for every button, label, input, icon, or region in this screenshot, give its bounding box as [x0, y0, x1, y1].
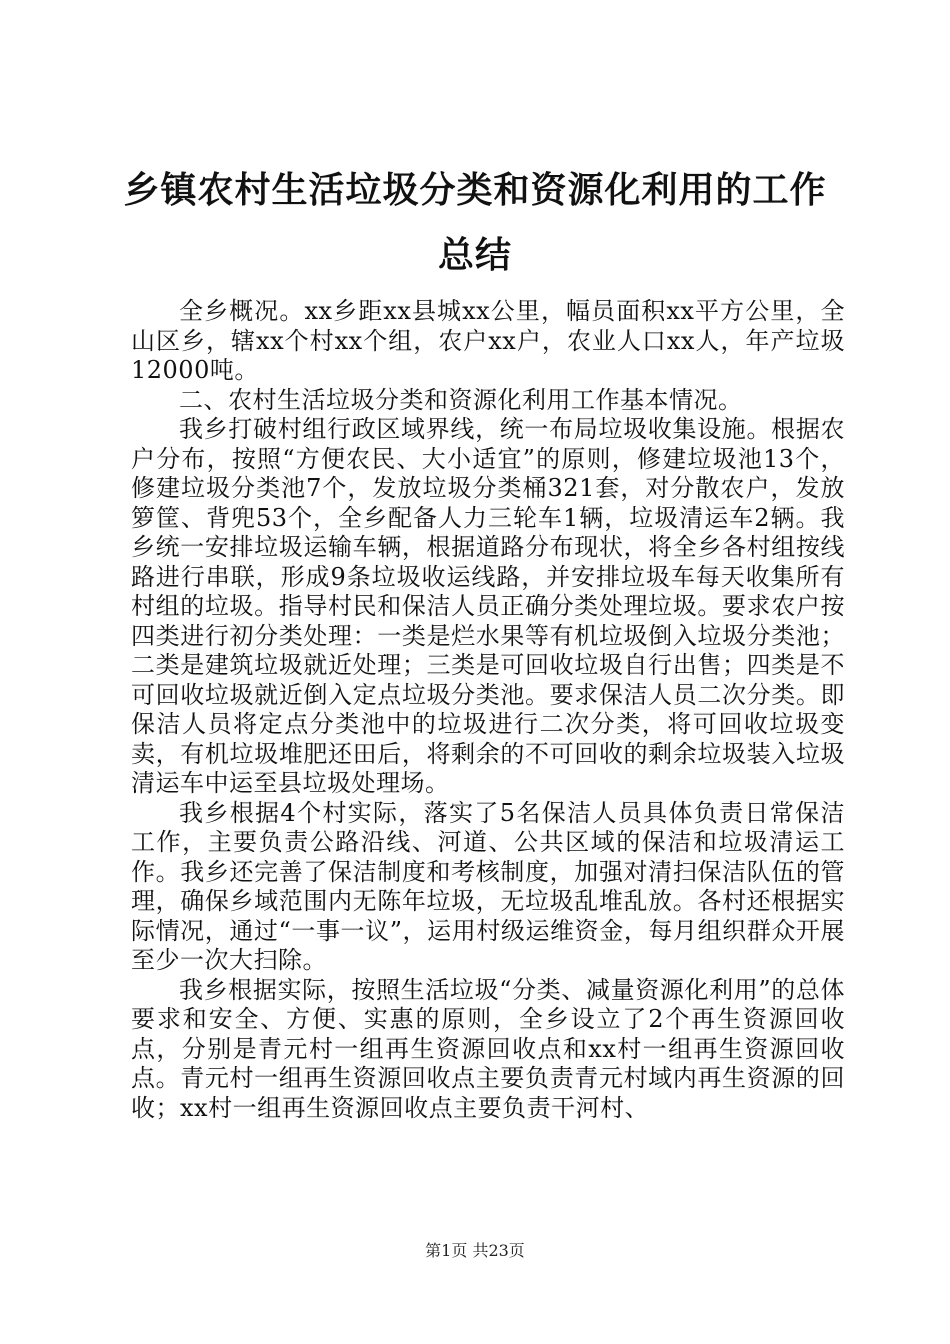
- paragraph-recycling-points: 我乡根据实际，按照生活垃圾“分类、减量资源化利用”的总体要求和安全、方便、实惠的原则，全乡设立了2个再生资源回收点，分别是青元村一组再生资源回收点和xx村一组再生资源回收点。青元村一组再生资源回收点主要负责青元村域内再生资源的回收；xx村一组再生资源回收点主要负责干河村、: [131, 975, 845, 1122]
- paragraph-facilities: 我乡打破村组行政区域界线，统一布局垃圾收集设施。根据农户分布，按照“方便农民、大小适宜”的原则，修建垃圾池13个，修建垃圾分类池7个，发放垃圾分类桶321套，对分散农户，发放箩筐、背兜53个，全乡配备人力三轮车1辆，垃圾清运车2辆。我乡统一安排垃圾运输车辆，根据道路分布现状，将全乡各村组按线路进行串联，形成9条垃圾收运线路，并安排垃圾车每天收集所有村组的垃圾。指导村民和保洁人员正确分类处理垃圾。要求农户按四类进行初分类处理：一类是烂水果等有机垃圾倒入垃圾分类池；二类是建筑垃圾就近处理；三类是可回收垃圾自行出售；四类是不可回收垃圾就近倒入定点垃圾分类池。要求保洁人员二次分类。即保洁人员将定点分类池中的垃圾进行二次分类，将可回收垃圾变卖，有机垃圾堆肥还田后，将剩余的不可回收的剩余垃圾装入垃圾清运车中运至县垃圾处理场。: [131, 415, 845, 797]
- paragraph-cleaning-staff: 我乡根据4个村实际，落实了5名保洁人员具体负责日常保洁工作，主要负责公路沿线、河道、公共区域的保洁和垃圾清运工作。我乡还完善了保洁制度和考核制度，加强对清扫保洁队伍的管理，确保乡域范围内无陈年垃圾，无垃圾乱堆乱放。各村还根据实际情况，通过“一事一议”，运用村级运维资金，每月组织群众开展至少一次大扫除。: [131, 798, 845, 974]
- paragraph-overview: 全乡概况。xx乡距xx县城xx公里，幅员面积xx平方公里，全山区乡，辖xx个村xx个组，农户xx户，农业人口xx人，年产垃圾12000吨。: [131, 297, 845, 384]
- paragraph-section-heading: 二、农村生活垃圾分类和资源化利用工作基本情况。: [179, 385, 743, 414]
- page-title: 乡镇农村生活垃圾分类和资源化利用的工作总结: [123, 170, 827, 276]
- document-body: [131, 297, 845, 1123]
- page-footer: 第1页 共23页: [425, 1241, 525, 1260]
